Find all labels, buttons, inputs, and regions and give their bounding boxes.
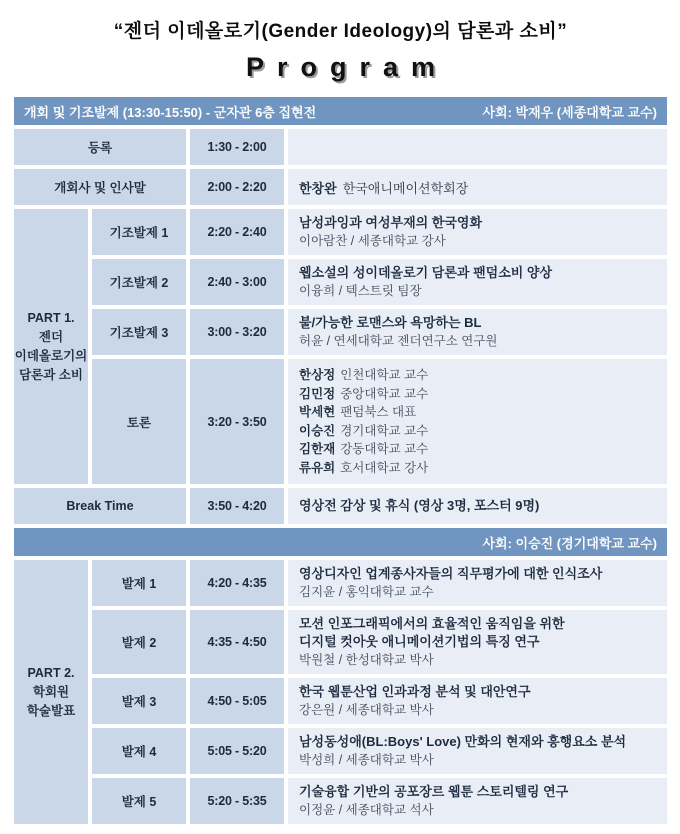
row-time: 5:05 - 5:20: [190, 728, 284, 774]
table-row-register: [14, 129, 667, 165]
talk-title: 남성과잉과 여성부재의 한국영화: [299, 215, 483, 230]
table-row-presentation5: [92, 778, 667, 824]
row-content: [288, 778, 667, 824]
row-content: [288, 560, 667, 606]
opening-speaker: 한창완 한국애니메이션학회장: [299, 180, 469, 196]
program-heading: Program: [245, 52, 449, 82]
talk-speaker: 이융희 / 텍스트릿 팀장: [299, 284, 422, 298]
row-content: [288, 610, 667, 674]
talk-title: 남성동성애(BL:Boys' Love) 만화의 현재와 흥행요소 분석: [299, 734, 627, 749]
row-label: 개회사 및 인사말: [14, 169, 186, 205]
part2-section: [14, 560, 667, 824]
session1-header-left: 개회 및 기조발제 (13:30-15:50) - 군자관 6층 집현전: [24, 104, 317, 120]
row-label: Break Time: [14, 488, 186, 524]
row-label: 발제 1: [92, 560, 186, 606]
talk-speaker: 김지윤 / 홍익대학교 교수: [299, 585, 434, 599]
page-title: “젠더 이데올로기(Gender Ideology)의 담론과 소비”: [113, 21, 568, 42]
row-label: 발제 5: [92, 778, 186, 824]
part1-line: 이데올로기의: [14, 348, 88, 363]
row-time: 4:20 - 4:35: [190, 560, 284, 606]
table-row-presentation2: [92, 610, 667, 674]
row-time: 2:00 - 2:20: [190, 169, 284, 205]
talk-speaker: 박원철 / 한성대학교 박사: [299, 653, 434, 667]
row-label: 토론: [92, 359, 186, 484]
row-content-empty: [288, 129, 667, 165]
part2-line: 학회원: [32, 684, 70, 699]
row-label: 기조발제 1: [92, 209, 186, 255]
row-content: [288, 169, 667, 205]
part1-section: [14, 209, 667, 484]
title-block: [14, 16, 667, 83]
session1-header-band: [14, 97, 667, 125]
row-content: [288, 728, 667, 774]
row-label: 등록: [14, 129, 186, 165]
row-time: 3:00 - 3:20: [190, 309, 284, 355]
row-content: [288, 309, 667, 355]
panelist: 이승진 경기대학교 교수: [299, 423, 429, 438]
part2-title-cell: [14, 560, 88, 824]
row-content: [288, 209, 667, 255]
row-time: 2:20 - 2:40: [190, 209, 284, 255]
panelist: 한상정 인천대학교 교수: [299, 368, 429, 382]
panelist: 박세현 팬덤북스 대표: [299, 405, 417, 419]
part1-line: 담론과 소비: [19, 367, 83, 382]
row-time: 4:35 - 4:50: [190, 610, 284, 674]
session2-header-band: [14, 528, 667, 556]
part1-line: PART 1.: [27, 310, 75, 325]
talk-speaker: 허윤 / 연세대학교 젠더연구소 연구원: [299, 334, 498, 348]
panelist: 김민정 중앙대학교 교수: [299, 386, 429, 401]
panelist: 김한재 강동대학교 교수: [299, 442, 429, 456]
table-row-break: [14, 488, 667, 524]
row-time: 3:50 - 4:20: [190, 488, 284, 524]
row-label: 기조발제 2: [92, 259, 186, 305]
talk-title: 한국 웹툰산업 인과과정 분석 및 대안연구: [299, 684, 531, 699]
talk-speaker: 강은원 / 세종대학교 박사: [299, 703, 434, 717]
table-row-keynote3: [92, 309, 667, 355]
row-content: [288, 488, 667, 524]
row-time: 2:40 - 3:00: [190, 259, 284, 305]
talk-speaker: 이아람찬 / 세종대학교 강사: [299, 234, 446, 248]
talk-title: 모션 인포그래픽에서의 효율적인 움직임을 위한: [299, 616, 565, 631]
table-row-presentation4: [92, 728, 667, 774]
break-description: 영상전 감상 및 휴식 (영상 3명, 포스터 9명): [299, 498, 540, 513]
row-content: [288, 359, 667, 484]
row-label: 발제 3: [92, 678, 186, 724]
table-row-presentation1: [92, 560, 667, 606]
part2-rows: [92, 560, 667, 824]
talk-speaker: 박성희 / 세종대학교 박사: [299, 753, 434, 767]
talk-title: 웹소설의 성이데올로기 담론과 팬덤소비 양상: [299, 265, 553, 280]
row-content: [288, 259, 667, 305]
row-label: 발제 2: [92, 610, 186, 674]
talk-speaker: 이정윤 / 세종대학교 석사: [299, 803, 434, 817]
table-row-opening: [14, 169, 667, 205]
table-row-presentation3: [92, 678, 667, 724]
row-label: 기조발제 3: [92, 309, 186, 355]
talk-title: 기술융합 기반의 공포장르 웹툰 스토리텔링 연구: [299, 784, 569, 799]
row-time: 1:30 - 2:00: [190, 129, 284, 165]
part1-title-cell: [14, 209, 88, 484]
part2-line: PART 2.: [27, 665, 75, 680]
part2-line: 학술발표: [26, 703, 76, 718]
row-content: [288, 678, 667, 724]
part1-rows: [92, 209, 667, 484]
row-time: 4:50 - 5:05: [190, 678, 284, 724]
row-label: 발제 4: [92, 728, 186, 774]
row-time: 5:20 - 5:35: [190, 778, 284, 824]
row-time: 3:20 - 3:50: [190, 359, 284, 484]
table-row-keynote1: [92, 209, 667, 255]
panelist: 류유희 호서대학교 강사: [299, 460, 429, 475]
session2-header-moderator: 사회: 이승진 (경기대학교 교수): [482, 535, 657, 551]
table-row-discussion: [92, 359, 667, 484]
session1-header-moderator: 사회: 박재우 (세종대학교 교수): [482, 104, 657, 120]
talk-title: 영상디자인 업계종사자들의 직무평가에 대한 인식조사: [299, 566, 603, 581]
talk-title: 불/가능한 로맨스와 욕망하는 BL: [299, 315, 482, 330]
program-table: [14, 97, 667, 824]
talk-title-line2: 디지털 컷아웃 애니메이션기법의 특징 연구: [299, 634, 540, 649]
table-row-keynote2: [92, 259, 667, 305]
part1-line: 젠더: [38, 329, 64, 344]
